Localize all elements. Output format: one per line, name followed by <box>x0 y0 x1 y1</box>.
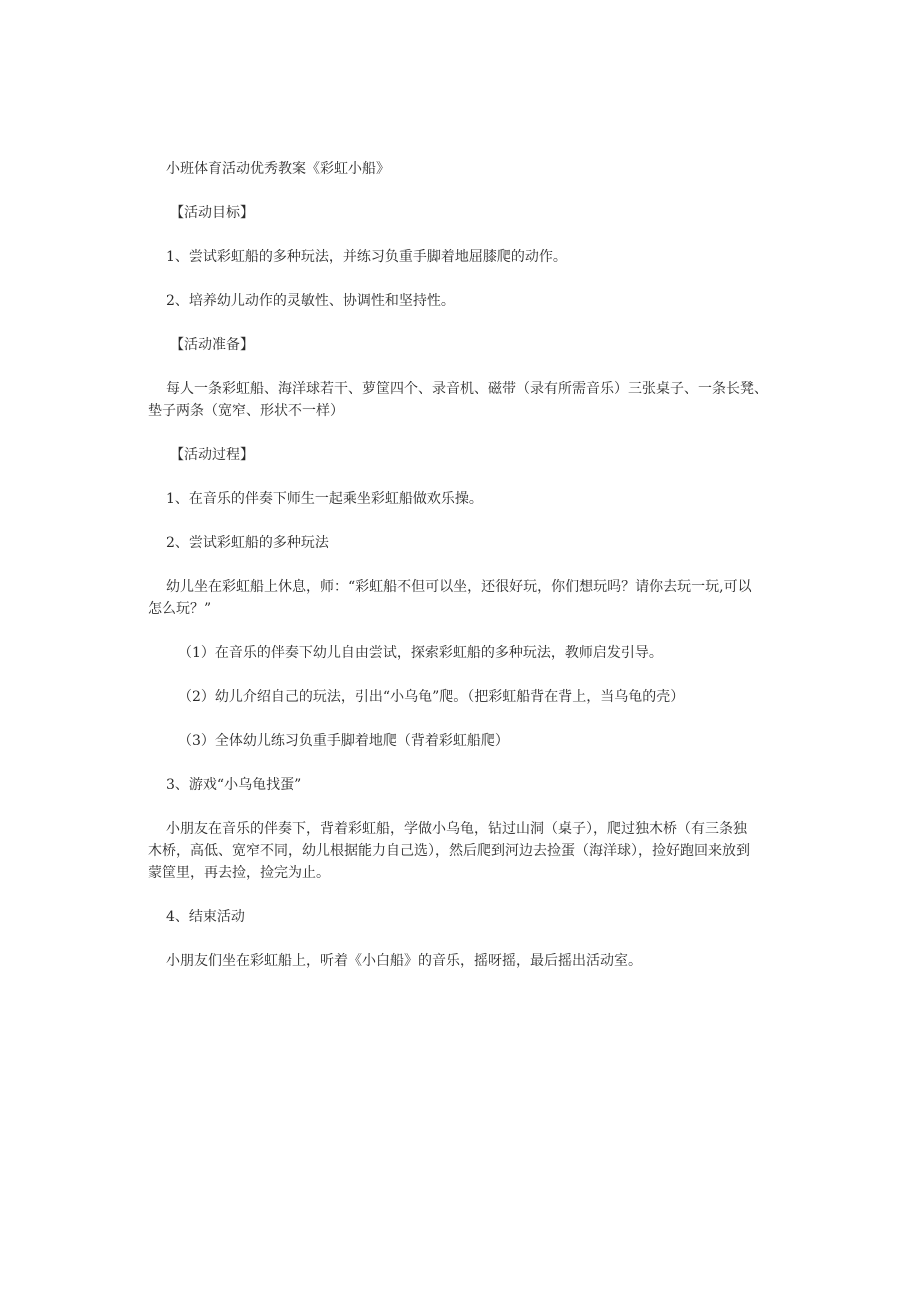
process-heading <box>166 444 806 466</box>
prep-heading-text: 【活动准备】 <box>170 337 254 353</box>
document-title: 小班体育活动优秀教案《彩虹小船》 <box>166 161 390 177</box>
step-4-text: 小朋友们坐在彩虹船上，听着《小白船》的音乐，摇呀摇，最后摇出活动室。 <box>166 953 642 969</box>
step-2-intro-paragraph <box>148 576 806 620</box>
step-3-text-line-2: 木桥，高低、宽窄不同，幼儿根据能力自己选），然后爬到河边去捡蛋（海洋球），捡好跑回来放到 <box>148 843 750 859</box>
prep-text-line-1: 每人一条彩虹船、海洋球若干、萝筐四个、录音机、磁带（录有所需音乐）三张桌子、一条长凳、 <box>166 381 768 397</box>
process-heading-text: 【活动过程】 <box>170 447 254 463</box>
step-2-intro-line-2: 怎么玩？” <box>148 601 212 617</box>
step-4: 4、结束活动 <box>166 909 245 925</box>
step-1: 1、在音乐的伴奏下师生一起乘坐彩虹船做欢乐操。 <box>166 491 483 507</box>
document-body <box>148 158 806 994</box>
goals-heading <box>166 202 806 224</box>
goal-item-1: 1、尝试彩虹船的多种玩法，并练习负重手脚着地屈膝爬的动作。 <box>166 249 567 265</box>
prep-paragraph <box>148 378 806 422</box>
prep-text-line-2: 垫子两条（宽窄、形状不一样） <box>148 403 344 419</box>
goals-heading-text: 【活动目标】 <box>170 205 254 221</box>
step-3: 3、游戏“小乌龟找蛋” <box>166 777 302 793</box>
step-2-intro-line-1: 幼儿坐在彩虹船上休息，师：“彩虹船不但可以坐，还很好玩，你们想玩吗？请你去玩一玩,可以 <box>166 579 752 595</box>
step-2: 2、尝试彩虹船的多种玩法 <box>166 535 329 551</box>
goal-item-2: 2、培养幼儿动作的灵敏性、协调性和坚持性。 <box>166 293 455 309</box>
step-3-text-line-3: 蒙筐里，再去捡，捡完为止。 <box>148 865 330 881</box>
step-2-sub-1: （1）在音乐的伴奏下幼儿自由尝试，探索彩虹船的多种玩法，教师启发引导。 <box>178 645 663 661</box>
step-3-text-line-1: 小朋友在音乐的伴奏下，背着彩虹船，学做小乌龟，钻过山洞（桌子），爬过独木桥（有三条独 <box>166 821 747 837</box>
prep-heading <box>166 334 806 356</box>
step-3-paragraph <box>148 818 806 884</box>
step-2-sub-3: （3）全体幼儿练习负重手脚着地爬（背着彩虹船爬） <box>178 733 509 749</box>
step-2-sub-2: （2）幼儿介绍自己的玩法，引出“小乌龟”爬。（把彩虹船背在背上，当乌龟的壳） <box>178 689 685 705</box>
